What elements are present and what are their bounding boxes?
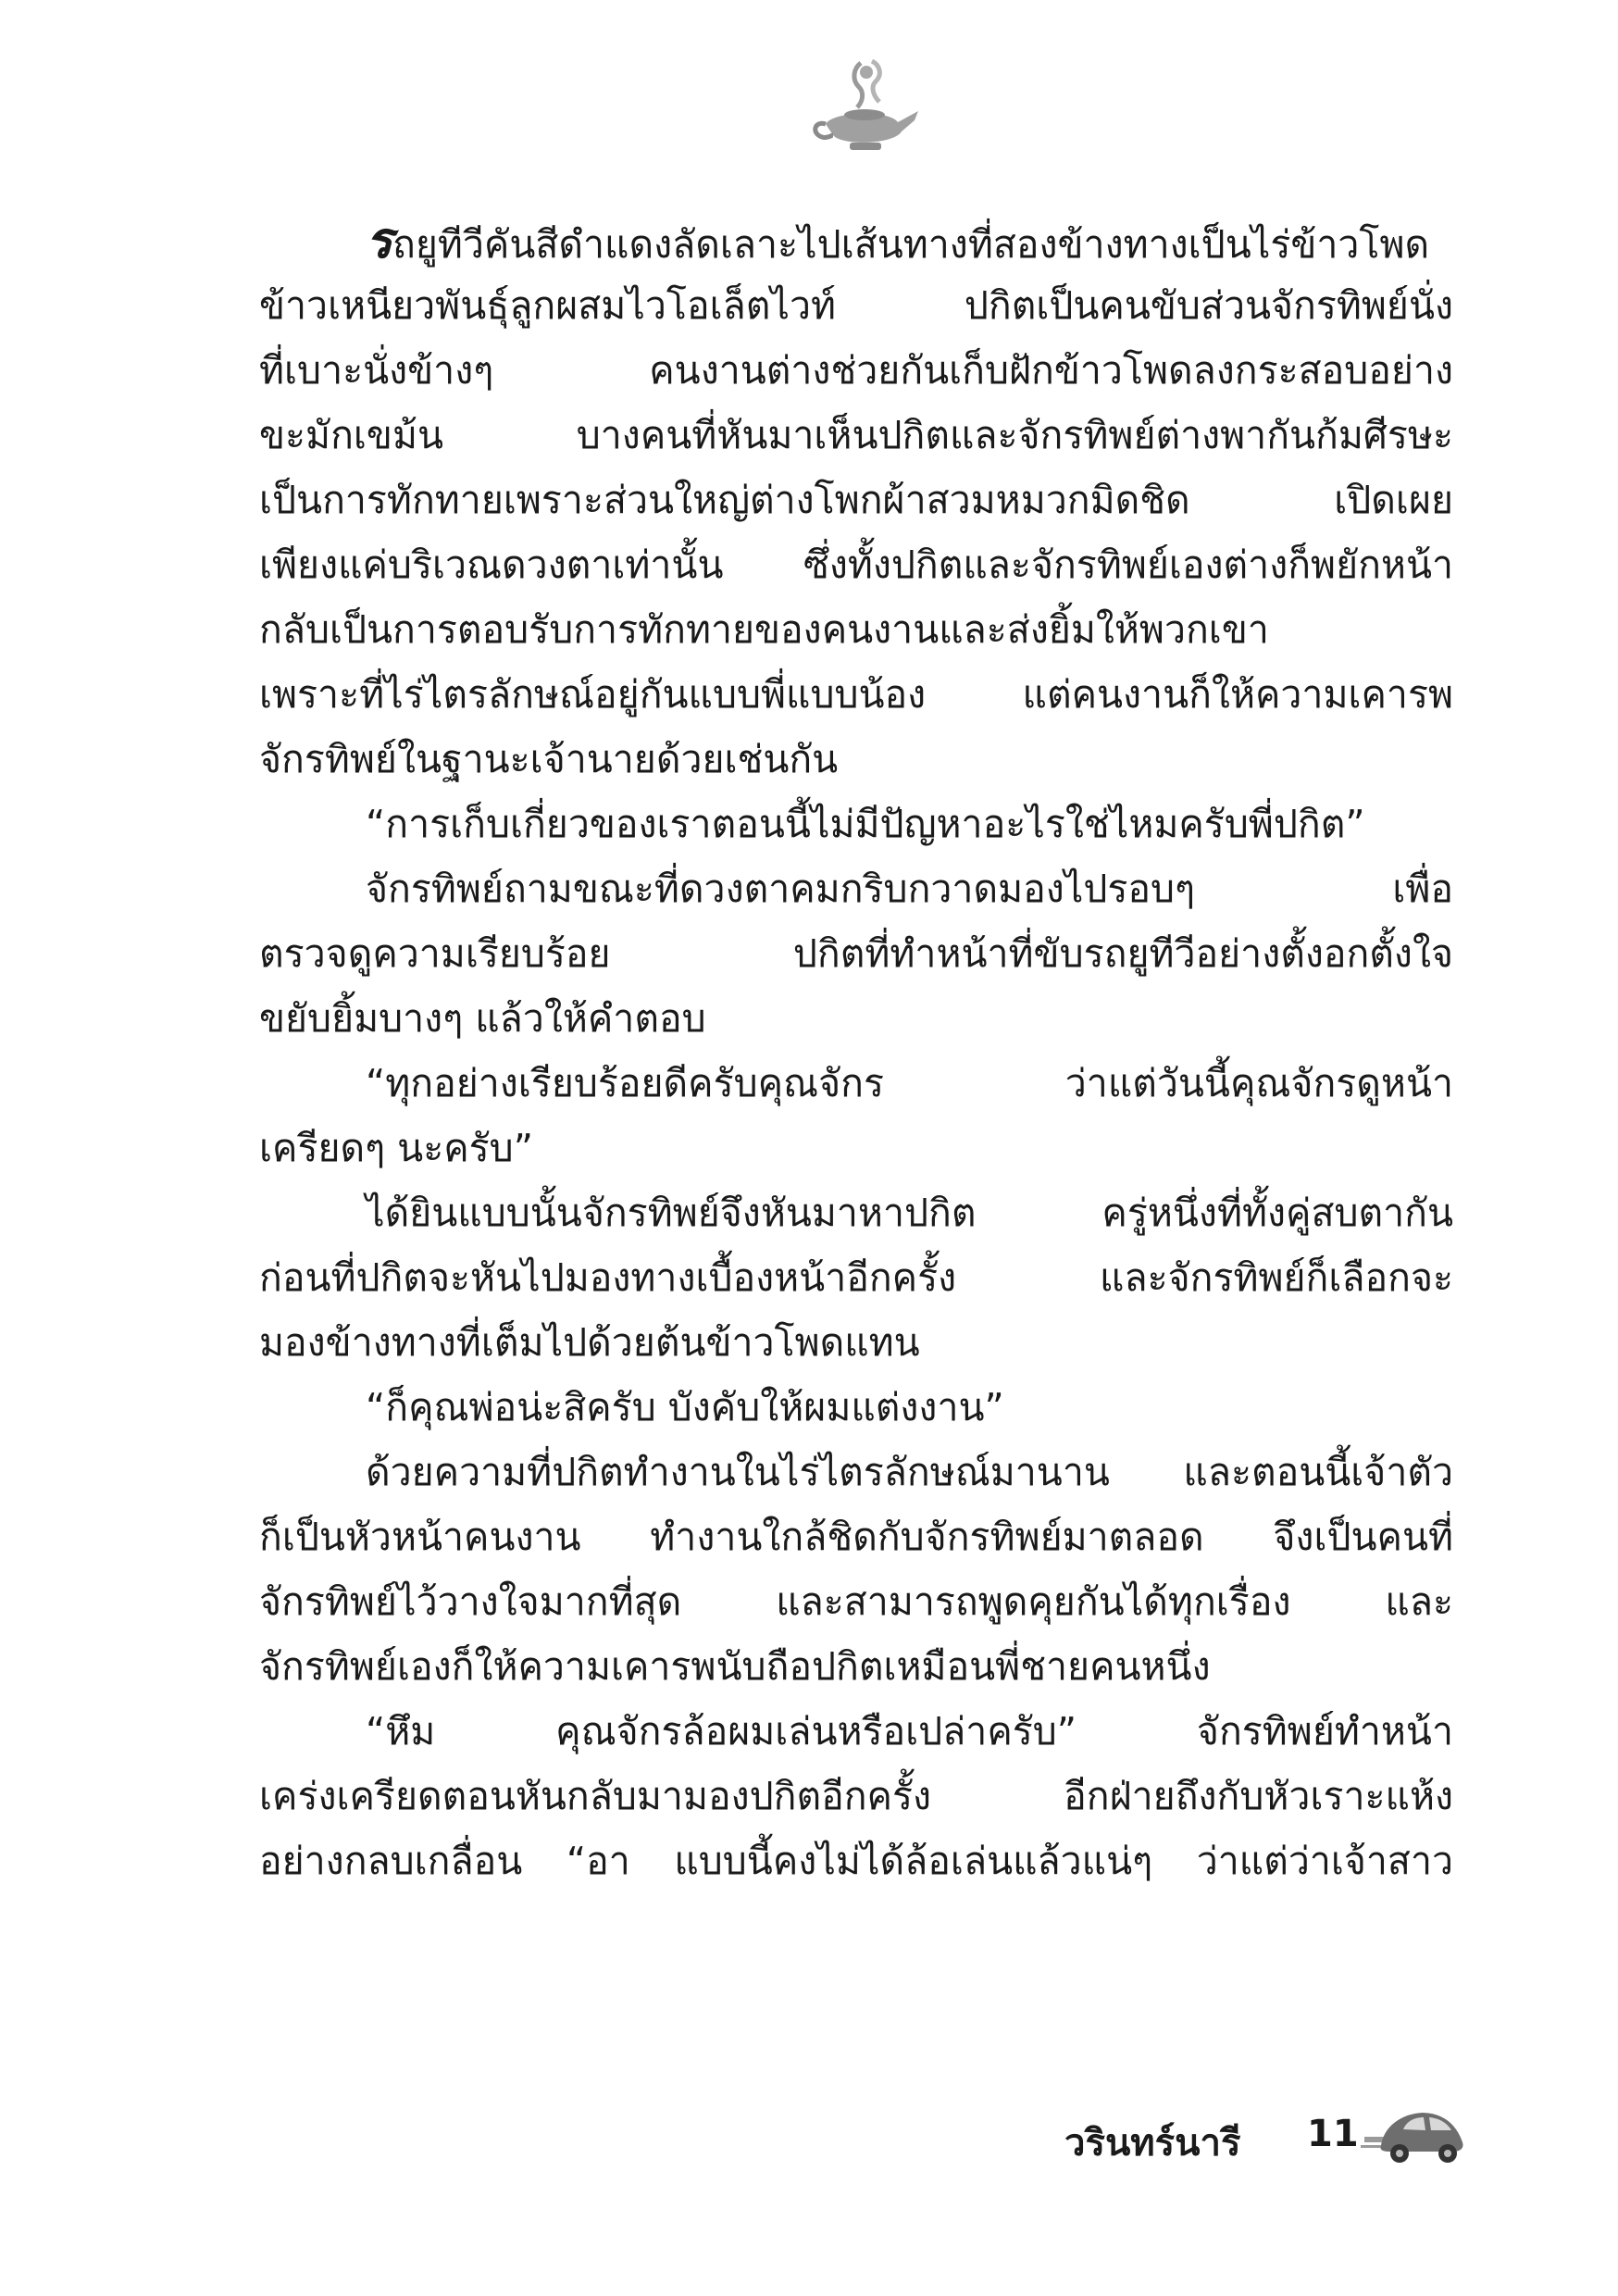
line-text: จักรทิพย์ในฐานะเจ้านายด้วยเช่นกัน [259, 737, 839, 781]
line-text: ก่อนที่ปกิตจะหันไปมองทางเบื้องหน้าอีกครั้ง และจักรทิพย์ก็เลือกจะ [259, 1255, 1453, 1300]
line-text: เพราะที่ไร่ไตรลักษณ์อยู่กันแบบพี่แบบน้อง แต่คนงานก็ให้ความเคารพ [259, 672, 1453, 717]
text-line [259, 1245, 1453, 1310]
line-text: มองข้างทางที่เต็มไปด้วยต้นข้าวโพดแทน [259, 1320, 920, 1365]
line-text: ได้ยินแบบนั้นจักรทิพย์จึงหันมาหาปกิต ครู่หนึ่งที่ทั้งคู่สบตากัน [366, 1191, 1453, 1235]
text-line [259, 986, 1453, 1051]
text-line [259, 1310, 1453, 1375]
line-text: ข้าวเหนียวพันธุ์ลูกผสมไวโอเล็ตไวท์ ปกิตเป็นคนขับส่วนจักรทิพย์นั่ง [259, 283, 1453, 328]
line-text: เครียดๆ นะครับ” [259, 1126, 533, 1170]
line-text: “หึม คุณจักรล้อผมเล่นหรือเปล่าครับ” จักรทิพย์ทำหน้า [366, 1709, 1453, 1753]
text-line [259, 273, 1453, 338]
line-text: จักรทิพย์ไว้วางใจมากที่สุด และสามารถพูดคุยกันได้ทุกเรื่อง และ [259, 1579, 1453, 1624]
text-line [259, 1375, 1453, 1440]
text-line [259, 468, 1453, 532]
line-text: อย่างกลบเกลื่อน “อา แบบนี้คงไม่ได้ล้อเล่นแล้วแน่ๆ ว่าแต่ว่าเจ้าสาว [259, 1839, 1453, 1883]
line-text: กลับเป็นการตอบรับการทักทายของคนงานและส่งยิ้มให้พวกเขา [259, 607, 1269, 652]
line-text: ที่เบาะนั่งข้างๆ คนงานต่างช่วยกันเก็บฝักข้าวโพดลงกระสอบอย่าง [259, 348, 1453, 393]
text-line [259, 1051, 1453, 1116]
line-text: “การเก็บเกี่ยวของเราตอนนี้ไม่มีปัญหาอะไรใช่ไหมครับพี่ปกิต” [366, 802, 1365, 846]
text-line [259, 532, 1453, 597]
line-text: ก็เป็นหัวหน้าคนงาน ทำงานใกล้ชิดกับจักรทิพย์มาตลอด จึงเป็นคนที่ [259, 1515, 1453, 1559]
line-text: ขยับยิ้มบางๆ แล้วให้คำตอบ [259, 996, 706, 1041]
text-line [259, 1634, 1453, 1699]
page-footer [1046, 2102, 1490, 2176]
line-text: ขะมักเขม้น บางคนที่หันมาเห็นปกิตและจักรทิพย์ต่างพากันก้มศีรษะ [259, 413, 1453, 457]
line-text: “ก็คุณพ่อน่ะสิครับ บังคับให้ผมแต่งงาน” [366, 1385, 1004, 1429]
text-line [259, 792, 1453, 856]
text-line [259, 1504, 1453, 1569]
text-line [259, 662, 1453, 727]
text-line [259, 1764, 1453, 1828]
text-line [259, 1440, 1453, 1504]
text-line [259, 921, 1453, 986]
text-line [259, 1116, 1453, 1180]
line-text: ตรวจดูความเรียบร้อย ปกิตที่ทำหน้าที่ขับรถยูทีวีอย่างตั้งอกตั้งใจ [259, 931, 1453, 976]
car-icon [1361, 2102, 1467, 2166]
line-text: ถยูทีวีคันสีดำแดงลัดเลาะไปเส้นทางที่สองข้างทางเป็นไร่ข้าวโพด [392, 222, 1430, 267]
text-line [259, 403, 1453, 468]
line-text: ด้วยความที่ปกิตทำงานในไร่ไตรลักษณ์มานาน และตอนนี้เจ้าตัว [366, 1450, 1453, 1494]
text-line [259, 1180, 1453, 1245]
genie-lamp-icon [805, 56, 926, 157]
line-text: “ทุกอย่างเรียบร้อยดีครับคุณจักร ว่าแต่วันนี้คุณจักรดูหน้า [366, 1061, 1453, 1105]
text-line [259, 1699, 1453, 1764]
line-text: เพียงแค่บริเวณดวงตาเท่านั้น ซึ่งทั้งปกิตและจักรทิพย์เองต่างก็พยักหน้า [259, 543, 1453, 587]
line-text: เป็นการทักทายเพราะส่วนใหญ่ต่างโพกผ้าสวมหมวกมิดชิด เปิดเผย [259, 478, 1453, 522]
line-text: จักรทิพย์ถามขณะที่ดวงตาคมกริบกวาดมองไปรอบๆ เพื่อ [366, 867, 1453, 911]
text-line [259, 727, 1453, 792]
text-line [259, 597, 1453, 662]
text-line [259, 208, 1453, 273]
text-line [259, 856, 1453, 921]
line-text: จักรทิพย์เองก็ให้ความเคารพนับถือปกิตเหมือนพี่ชายคนหนึ่ง [259, 1644, 1211, 1689]
text-line [259, 1569, 1453, 1634]
text-line [259, 1828, 1453, 1893]
line-text: เคร่งเครียดตอนหันกลับมามองปกิตอีกครั้ง อีกฝ่ายถึงกับหัวเราะแห้ง [259, 1774, 1453, 1818]
page-number: 11 [1307, 2113, 1359, 2155]
book-title: วรินทร์นารี [1064, 2122, 1241, 2165]
drop-cap: ร [366, 211, 393, 269]
text-line [259, 338, 1453, 403]
body-text [259, 208, 1453, 1893]
